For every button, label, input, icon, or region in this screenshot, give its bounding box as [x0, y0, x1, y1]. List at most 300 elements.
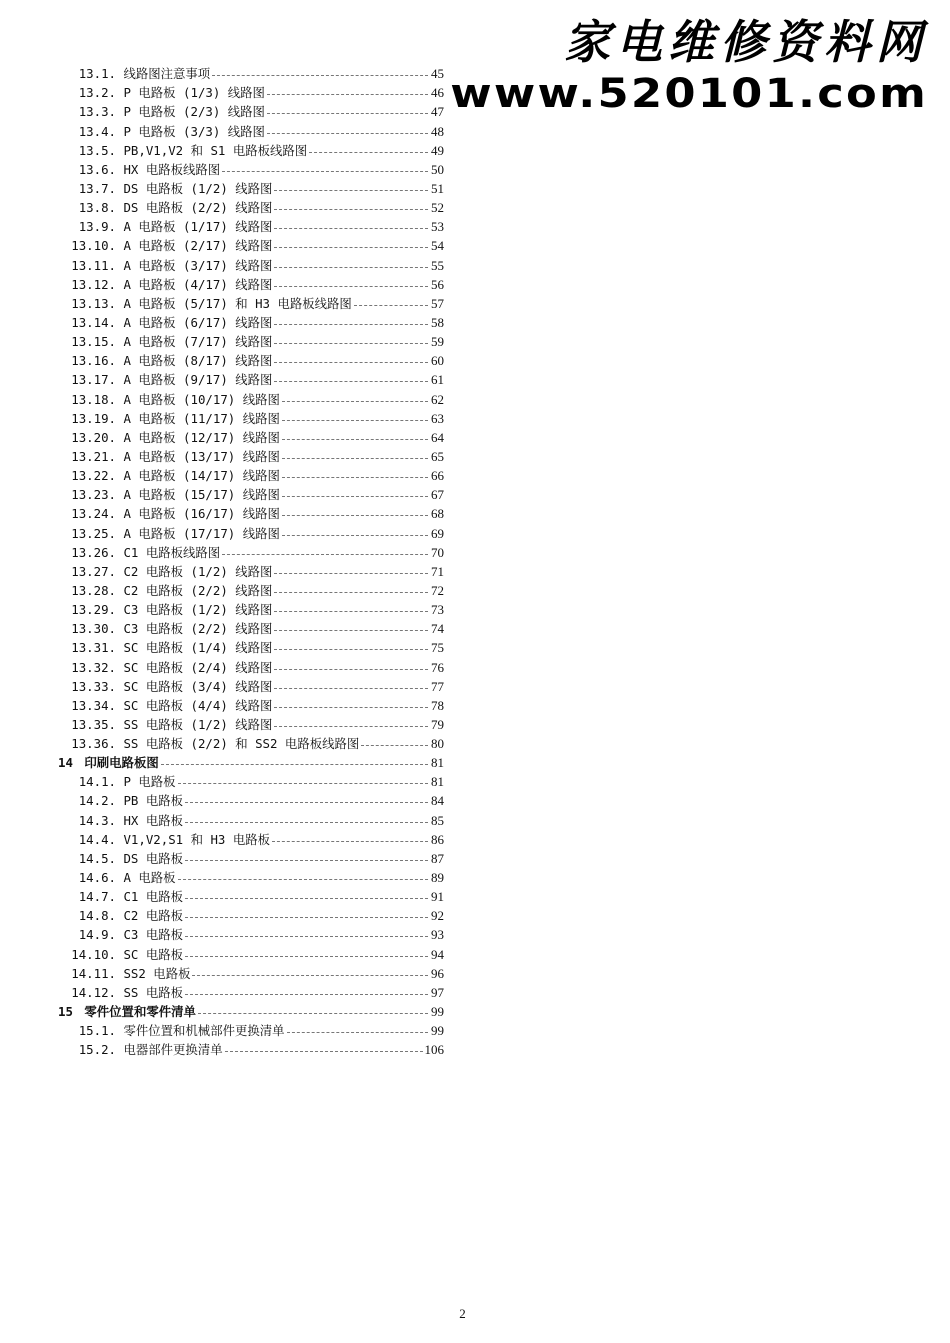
toc-entry-label — [58, 811, 183, 830]
toc-entry-page: 75 — [431, 640, 444, 656]
toc-entry-number: 14.11. — [71, 965, 116, 981]
toc-entry-title: DS 电路板 — [123, 850, 184, 866]
toc-leader-line — [274, 592, 428, 593]
toc-entry-number: 13.6. — [78, 161, 116, 177]
toc-entry-title: C2 电路板 — [123, 908, 184, 924]
toc-entry-label — [58, 294, 352, 313]
toc-entry-title: DS 电路板 (2/2) 线路图 — [123, 200, 273, 216]
toc-entry-label — [58, 428, 280, 447]
toc-entry[interactable] — [58, 236, 444, 255]
toc-entry-number: 13.4. — [78, 123, 116, 139]
toc-entry[interactable] — [58, 409, 444, 428]
toc-leader-line — [185, 822, 428, 823]
toc-entry-title: C1 电路板线路图 — [123, 544, 221, 560]
toc-leader-line — [274, 611, 428, 612]
toc-entry-title: V1,V2,S1 和 H3 电路板 — [123, 831, 271, 847]
toc-entry-page: 86 — [431, 831, 444, 847]
toc-entry-page: 45 — [431, 66, 444, 82]
toc-entry-label — [58, 1021, 285, 1040]
toc-entry-label — [58, 447, 280, 466]
toc-entry-label — [58, 524, 280, 543]
toc-entry-title: PB 电路板 — [123, 793, 184, 809]
toc-entry-title: 零件位置和零件清单 — [84, 1004, 196, 1020]
toc-entry-label — [58, 734, 359, 753]
toc-entry-number: 13.19. — [71, 410, 116, 426]
toc-entry-page: 77 — [431, 678, 444, 694]
toc-entry-number: 13.32. — [71, 659, 116, 675]
toc-entry-page: 96 — [431, 965, 444, 981]
toc-entry[interactable] — [58, 447, 444, 466]
toc-entry-number: 15.1. — [78, 1023, 116, 1039]
toc-entry-title: P 电路板 (3/3) 线路图 — [123, 123, 265, 139]
toc-entry[interactable] — [58, 638, 444, 657]
toc-leader-line — [272, 841, 428, 842]
toc-leader-line — [178, 783, 428, 784]
toc-entry-page: 89 — [431, 870, 444, 886]
toc-leader-line — [274, 247, 428, 248]
toc-entry-page: 59 — [431, 334, 444, 350]
toc-entry-title: C3 电路板 (1/2) 线路图 — [123, 602, 273, 618]
toc-leader-line — [222, 554, 428, 555]
toc-entry-page: 54 — [431, 238, 444, 254]
toc-entry-label — [58, 504, 280, 523]
toc-entry-number: 13.3. — [78, 104, 116, 120]
toc-entry-number: 14.5. — [78, 850, 116, 866]
toc-entry-label — [58, 696, 272, 715]
toc-entry[interactable] — [58, 64, 444, 83]
toc-entry[interactable] — [58, 562, 444, 581]
toc-entry[interactable] — [58, 121, 444, 140]
toc-leader-line — [198, 1013, 428, 1014]
toc-entry-page: 66 — [431, 468, 444, 484]
toc-leader-line — [274, 362, 428, 363]
toc-entry-label — [58, 715, 272, 734]
toc-leader-line — [282, 496, 428, 497]
toc-entry-title: A 电路板 (4/17) 线路图 — [123, 276, 273, 292]
toc-entry-label — [58, 562, 272, 581]
toc-entry[interactable] — [58, 983, 444, 1002]
toc-entry-page: 92 — [431, 908, 444, 924]
toc-entry-label — [58, 332, 272, 351]
toc-entry-title: 电器部件更换清单 — [123, 1042, 223, 1058]
toc-entry-number: 13.26. — [71, 544, 116, 560]
toc-entry-number: 13.27. — [71, 563, 116, 579]
toc-entry[interactable] — [58, 677, 444, 696]
toc-entry[interactable] — [58, 504, 444, 523]
toc-entry[interactable] — [58, 810, 444, 829]
toc-leader-line — [274, 726, 428, 727]
toc-entry-page: 72 — [431, 582, 444, 598]
toc-entry-title: P 电路板 (1/3) 线路图 — [123, 85, 265, 101]
toc-entry-label — [58, 313, 272, 332]
toc-leader-line — [267, 113, 428, 114]
toc-entry-page: 61 — [431, 372, 444, 388]
toc-entry-page: 65 — [431, 448, 444, 464]
toc-entry-label — [58, 160, 220, 179]
watermark-url: www.520101.com — [450, 71, 928, 117]
toc-entry-title: A 电路板 (12/17) 线路图 — [123, 429, 280, 445]
toc-entry-number: 13.23. — [71, 487, 116, 503]
toc-entry-label — [58, 887, 183, 906]
toc-entry-label — [58, 198, 272, 217]
toc-entry-page: 62 — [431, 391, 444, 407]
toc-leader-line — [274, 649, 428, 650]
toc-entry-label — [58, 830, 270, 849]
toc-leader-line — [192, 975, 428, 976]
toc-entry-page: 63 — [431, 410, 444, 426]
toc-entry-number: 14.8. — [78, 908, 116, 924]
toc-leader-line — [178, 879, 428, 880]
toc-leader-line — [282, 420, 428, 421]
toc-entry-label — [58, 600, 272, 619]
toc-leader-line — [282, 439, 428, 440]
toc-entry[interactable] — [58, 83, 444, 102]
toc-entry[interactable] — [58, 1040, 444, 1059]
toc-entry-label — [58, 370, 272, 389]
toc-entry-title: SS 电路板 (2/2) 和 SS2 电路板线路图 — [123, 736, 360, 752]
toc-entry[interactable] — [58, 428, 444, 447]
toc-entry-number: 13.9. — [78, 219, 116, 235]
toc-entry-number: 13.1. — [78, 66, 116, 82]
toc-entry-page: 67 — [431, 487, 444, 503]
toc-entry-page: 106 — [424, 1042, 444, 1058]
toc-entry[interactable] — [58, 217, 444, 236]
toc-entry-number: 14.1. — [78, 774, 116, 790]
toc-entry-label — [58, 658, 272, 677]
toc-entry-number: 13.14. — [71, 314, 116, 330]
toc-entry-label — [58, 964, 190, 983]
toc-entry-title: SC 电路板 (1/4) 线路图 — [123, 640, 273, 656]
toc-entry-page: 55 — [431, 257, 444, 273]
toc-entry-title: SC 电路板 (2/4) 线路图 — [123, 659, 273, 675]
toc-entry-page: 52 — [431, 200, 444, 216]
toc-leader-line — [274, 630, 428, 631]
toc-entry-number: 13.35. — [71, 716, 116, 732]
toc-entry-title: A 电路板 (6/17) 线路图 — [123, 314, 273, 330]
toc-entry-number: 13.22. — [71, 468, 116, 484]
toc-entry[interactable] — [58, 925, 444, 944]
toc-entry[interactable] — [58, 791, 444, 810]
toc-leader-line — [185, 898, 428, 899]
toc-entry-number: 13.7. — [78, 180, 116, 196]
toc-entry[interactable] — [58, 849, 444, 868]
toc-entry-number: 13.15. — [71, 334, 116, 350]
toc-leader-line — [287, 1032, 428, 1033]
toc-leader-line — [212, 75, 428, 76]
toc-entry[interactable] — [58, 887, 444, 906]
toc-entry-number: 13.12. — [71, 276, 116, 292]
toc-entry-label — [58, 619, 272, 638]
toc-entry-label — [58, 83, 265, 102]
toc-entry-label — [58, 141, 307, 160]
toc-entry-title: A 电路板 (8/17) 线路图 — [123, 353, 273, 369]
toc-leader-line — [282, 458, 428, 459]
toc-entry-page: 85 — [431, 812, 444, 828]
toc-entry-number: 13.11. — [71, 257, 116, 273]
toc-entry[interactable] — [58, 906, 444, 925]
page-number: 2 — [459, 1306, 466, 1321]
toc-entry-label — [58, 102, 265, 121]
toc-entry-label — [58, 677, 272, 696]
toc-entry-label — [58, 581, 272, 600]
toc-entry-number: 13.20. — [71, 429, 116, 445]
table-of-contents — [58, 64, 444, 1059]
toc-entry[interactable] — [58, 543, 444, 562]
toc-entry-title: C2 电路板 (1/2) 线路图 — [123, 563, 273, 579]
watermark-logo — [450, 12, 928, 117]
toc-entry-page: 60 — [431, 353, 444, 369]
toc-entry-number: 15.2. — [78, 1042, 116, 1058]
toc-leader-line — [267, 94, 428, 95]
toc-entry-title: SS2 电路板 — [123, 965, 191, 981]
toc-entry-page: 78 — [431, 697, 444, 713]
toc-entry-title: SS 电路板 — [123, 984, 184, 1000]
toc-leader-line — [274, 343, 428, 344]
toc-entry-number: 13.28. — [71, 582, 116, 598]
toc-entry-title: A 电路板 (14/17) 线路图 — [123, 468, 280, 484]
toc-entry-label — [58, 64, 210, 83]
toc-entry-page: 68 — [431, 506, 444, 522]
toc-entry-label — [58, 256, 272, 275]
toc-entry-title: PB,V1,V2 和 S1 电路板线路图 — [123, 142, 308, 158]
toc-leader-line — [185, 802, 428, 803]
toc-leader-line — [282, 515, 428, 516]
toc-entry-label — [58, 179, 272, 198]
toc-entry-title: HX 电路板 — [123, 812, 184, 828]
toc-entry-title: C1 电路板 — [123, 889, 184, 905]
toc-entry[interactable] — [58, 389, 444, 408]
toc-chapter-entry[interactable] — [58, 753, 444, 772]
toc-entry-title: C3 电路板 — [123, 927, 184, 943]
toc-leader-line — [274, 267, 428, 268]
toc-entry[interactable] — [58, 102, 444, 121]
toc-chapter-entry[interactable] — [58, 1002, 444, 1021]
toc-entry-page: 87 — [431, 850, 444, 866]
toc-entry-number: 13.25. — [71, 525, 116, 541]
toc-leader-line — [282, 535, 428, 536]
toc-leader-line — [274, 688, 428, 689]
toc-entry-number: 14 — [58, 755, 73, 771]
toc-leader-line — [361, 745, 428, 746]
toc-entry-page: 48 — [431, 123, 444, 139]
toc-entry[interactable] — [58, 313, 444, 332]
toc-entry[interactable] — [58, 198, 444, 217]
toc-entry[interactable] — [58, 294, 444, 313]
toc-entry-page: 71 — [431, 563, 444, 579]
toc-entry-number: 13.18. — [71, 391, 116, 407]
toc-entry-title: P 电路板 — [123, 774, 176, 790]
toc-entry-title: 零件位置和机械部件更换清单 — [123, 1023, 285, 1039]
toc-leader-line — [185, 994, 428, 995]
toc-entry[interactable] — [58, 734, 444, 753]
toc-entry[interactable] — [58, 275, 444, 294]
toc-leader-line — [274, 707, 428, 708]
toc-entry-page: 99 — [431, 1023, 444, 1039]
toc-entry[interactable] — [58, 964, 444, 983]
toc-entry[interactable] — [58, 830, 444, 849]
toc-entry-title: C3 电路板 (2/2) 线路图 — [123, 621, 273, 637]
toc-entry-label — [58, 772, 176, 791]
toc-entry-title: A 电路板 (1/17) 线路图 — [123, 219, 273, 235]
toc-entry-title: A 电路板 (10/17) 线路图 — [123, 391, 280, 407]
toc-entry-page: 73 — [431, 602, 444, 618]
toc-entry[interactable] — [58, 332, 444, 351]
toc-leader-line — [274, 381, 428, 382]
toc-entry-title: DS 电路板 (1/2) 线路图 — [123, 180, 273, 196]
toc-leader-line — [282, 477, 428, 478]
toc-entry-title: SS 电路板 (1/2) 线路图 — [123, 716, 273, 732]
toc-leader-line — [274, 669, 428, 670]
toc-leader-line — [185, 956, 428, 957]
toc-entry-number: 15 — [58, 1004, 73, 1020]
toc-entry-title: A 电路板 (3/17) 线路图 — [123, 257, 273, 273]
toc-entry-label — [58, 1002, 196, 1021]
toc-entry-page: 47 — [431, 104, 444, 120]
toc-entry-page: 81 — [431, 774, 444, 790]
toc-entry-number: 13.21. — [71, 448, 116, 464]
toc-entry-number: 14.2. — [78, 793, 116, 809]
toc-entry[interactable] — [58, 696, 444, 715]
toc-entry-title: SC 电路板 (4/4) 线路图 — [123, 697, 273, 713]
toc-entry-page: 58 — [431, 314, 444, 330]
toc-entry-number: 13.17. — [71, 372, 116, 388]
toc-entry-number: 13.36. — [71, 736, 116, 752]
toc-entry[interactable] — [58, 600, 444, 619]
toc-entry-title: A 电路板 (2/17) 线路图 — [123, 238, 273, 254]
toc-entry-number: 13.29. — [71, 602, 116, 618]
toc-entry-number: 14.10. — [71, 946, 116, 962]
toc-entry-number: 14.9. — [78, 927, 116, 943]
toc-entry-label — [58, 122, 265, 141]
toc-entry-label — [58, 925, 183, 944]
toc-entry-label — [58, 849, 183, 868]
toc-entry-page: 46 — [431, 85, 444, 101]
toc-entry-page: 50 — [431, 161, 444, 177]
toc-entry-page: 91 — [431, 889, 444, 905]
toc-entry-number: 13.8. — [78, 200, 116, 216]
toc-entry-label — [58, 1040, 223, 1059]
toc-entry-title: HX 电路板线路图 — [123, 161, 221, 177]
toc-entry-number: 13.16. — [71, 353, 116, 369]
toc-entry[interactable] — [58, 141, 444, 160]
toc-leader-line — [185, 936, 428, 937]
toc-entry-page: 56 — [431, 276, 444, 292]
watermark-chinese: 家电维修资料网 — [564, 15, 928, 69]
toc-entry-page: 51 — [431, 180, 444, 196]
toc-entry-page: 94 — [431, 946, 444, 962]
toc-entry-page: 80 — [431, 736, 444, 752]
toc-entry-label — [58, 753, 159, 772]
toc-entry-title: A 电路板 (13/17) 线路图 — [123, 448, 280, 464]
toc-entry-number: 14.7. — [78, 889, 116, 905]
toc-entry-label — [58, 236, 272, 255]
toc-entry[interactable] — [58, 772, 444, 791]
toc-leader-line — [354, 305, 428, 306]
toc-leader-line — [274, 209, 428, 210]
toc-entry-label — [58, 275, 272, 294]
toc-entry-page: 76 — [431, 659, 444, 675]
toc-entry-page: 57 — [431, 295, 444, 311]
toc-entry-label — [58, 409, 280, 428]
toc-entry-title: C2 电路板 (2/2) 线路图 — [123, 582, 273, 598]
toc-entry-title: A 电路板 (15/17) 线路图 — [123, 487, 280, 503]
toc-entry-number: 14.3. — [78, 812, 116, 828]
toc-entry[interactable] — [58, 581, 444, 600]
toc-entry-label — [58, 638, 272, 657]
toc-leader-line — [274, 286, 428, 287]
toc-entry-title: A 电路板 (16/17) 线路图 — [123, 506, 280, 522]
toc-leader-line — [225, 1051, 423, 1052]
toc-entry[interactable] — [58, 619, 444, 638]
toc-leader-line — [274, 228, 428, 229]
toc-entry-page: 64 — [431, 429, 444, 445]
toc-leader-line — [185, 860, 428, 861]
toc-entry-title: SC 电路板 (3/4) 线路图 — [123, 678, 273, 694]
toc-entry-label — [58, 466, 280, 485]
toc-entry-page: 53 — [431, 219, 444, 235]
toc-entry-page: 93 — [431, 927, 444, 943]
toc-entry-title: P 电路板 (2/3) 线路图 — [123, 104, 265, 120]
toc-entry-number: 13.34. — [71, 697, 116, 713]
toc-entry[interactable] — [58, 255, 444, 274]
toc-entry-title: A 电路板 (9/17) 线路图 — [123, 372, 273, 388]
toc-entry[interactable] — [58, 868, 444, 887]
toc-entry-number: 13.2. — [78, 85, 116, 101]
toc-entry-title: A 电路板 (7/17) 线路图 — [123, 334, 273, 350]
toc-entry-page: 81 — [431, 755, 444, 771]
toc-entry-title: A 电路板 (11/17) 线路图 — [123, 410, 280, 426]
toc-entry-page: 49 — [431, 142, 444, 158]
toc-entry-page: 99 — [431, 1004, 444, 1020]
toc-entry[interactable] — [58, 179, 444, 198]
toc-leader-line — [185, 917, 428, 918]
toc-entry-label — [58, 791, 183, 810]
toc-leader-line — [222, 171, 428, 172]
toc-entry-number: 13.24. — [71, 506, 116, 522]
toc-leader-line — [274, 573, 428, 574]
toc-entry-title: 线路图注意事项 — [123, 66, 211, 82]
toc-entry[interactable] — [58, 1021, 444, 1040]
toc-entry-number: 13.10. — [71, 238, 116, 254]
toc-entry-label — [58, 945, 183, 964]
toc-entry-number: 13.33. — [71, 678, 116, 694]
toc-entry-label — [58, 906, 183, 925]
toc-entry[interactable] — [58, 160, 444, 179]
toc-entry-label — [58, 983, 183, 1002]
toc-entry[interactable] — [58, 657, 444, 676]
toc-entry[interactable] — [58, 370, 444, 389]
toc-leader-line — [161, 764, 428, 765]
toc-entry-page: 70 — [431, 544, 444, 560]
toc-entry-label — [58, 543, 220, 562]
toc-leader-line — [309, 152, 428, 153]
toc-entry-page: 97 — [431, 984, 444, 1000]
toc-entry-page: 74 — [431, 621, 444, 637]
toc-entry[interactable] — [58, 351, 444, 370]
toc-entry[interactable] — [58, 523, 444, 542]
toc-leader-line — [274, 190, 428, 191]
toc-entry-page: 79 — [431, 716, 444, 732]
toc-entry-label — [58, 351, 272, 370]
toc-entry-page: 84 — [431, 793, 444, 809]
toc-entry[interactable] — [58, 715, 444, 734]
toc-entry-number: 13.5. — [78, 142, 116, 158]
toc-entry[interactable] — [58, 944, 444, 963]
toc-entry-number: 14.12. — [71, 984, 116, 1000]
toc-entry[interactable] — [58, 485, 444, 504]
toc-entry[interactable] — [58, 466, 444, 485]
toc-leader-line — [267, 133, 428, 134]
